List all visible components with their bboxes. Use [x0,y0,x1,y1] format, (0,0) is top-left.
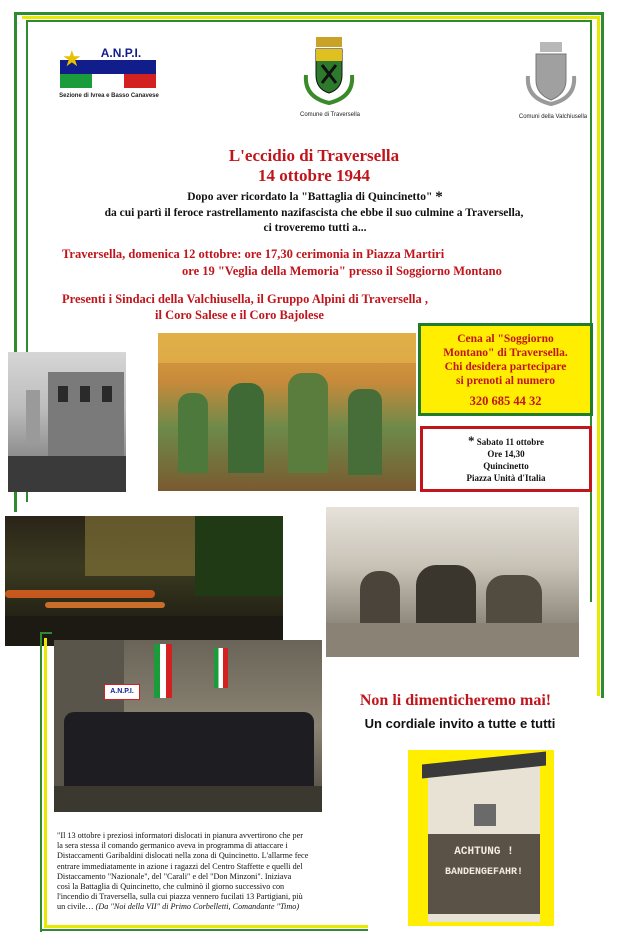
frame-inner-top [26,20,592,22]
historical-quote: "Il 13 ottobre i preziosi informatori dislocati in pianura avvertirono che per la sera stessa il comando germanico aveva in programma di attaccare i Distaccamenti Garibaldini dislocati nella zona di Quincinetto. L'allarme fece entrare immediatamente in azione i ragazzi del Centro Staffette e quelli del Distaccamento "Nazionale", del "Carali" e del "Don Minzoni". Iniziava così la Battaglia di Quincinetto, che culminò il giorno successivo con l'incendio di Traversella, sulla cui piazza vennero fucilati 13 Partigiani, più un civile… (Da "Noi della VII" di Primo Corbelletti, Comandante "Timo) [57,831,309,912]
achtung-line-2: BANDENGEFAHR! [444,867,523,878]
frame-yellow-right [597,16,600,696]
frame-yellow-top [22,16,598,19]
intro-line-3: ci troveremo tutti a... [263,222,367,234]
page-title: L'eccidio di Traversella [228,146,400,165]
phone-number: 320 685 44 32 [469,394,542,408]
quote-source: (Da "Noi della VII" di Primo Corbelletti, Comandante "Timo) [95,902,300,912]
traversella-caption: Comune di Traversella [299,112,361,118]
traversella-coat-of-arms [300,35,358,107]
painting-partisans [158,333,416,491]
valchiusella-coat-of-arms [522,40,580,108]
invitation: Un cordiale invito a tutte e tutti [364,716,556,731]
presence-line-2: il Coro Salese e il Coro Bajolese [155,308,324,322]
photo-torch-procession [5,516,283,646]
dinner-reservation-box: Cena al "Soggiorno Montano" di Traversella. Chi desidera partecipare si prenoti al numero 320 685 44 32 [418,323,593,416]
frame-outer-top [14,12,604,15]
asterisk-mark: * [435,189,443,205]
photo-soldiers-bw [326,507,579,657]
photo-ceremony [54,640,322,812]
frame-outer-right [601,12,604,698]
photo-achtung-sign [408,750,554,926]
achtung-line-1: ACHTUNG ! [454,846,514,858]
intro-line-2: da cui partì il feroce rastrellamento nazifascista che ebbe il suo culmine a Traversella, [104,207,524,219]
frame-lower-left [40,632,42,932]
presence-line-1: Presenti i Sindaci della Valchiusella, il Gruppo Alpini di Traversella , [62,292,429,306]
frame-lower-bottom [40,929,368,931]
saturday-event-box: * Sabato 11 ottobre Ore 14,30 Quincinetto Piazza Unità d'Italia [420,426,592,492]
anpi-section-caption: Sezione di Ivrea e Basso Canavese [59,93,159,99]
program-line-2: ore 19 "Veglia della Memoria" presso il Soggiorno Montano [182,264,502,278]
intro-line-1: Dopo aver ricordato la "Battaglia di Quincinetto" * [187,189,443,205]
slogan: Non li dimenticheremo mai! [359,692,552,709]
anpi-label: A.N.P.I. [86,46,156,60]
frame-inner-right [590,22,592,602]
anpi-logo [60,46,156,92]
frame-lower-left-yellow [44,638,47,928]
frame-lower-bottom-yellow [44,925,368,928]
valchiusella-caption: Comuni della Valchiusella [518,114,588,120]
page-date: 14 ottobre 1944 [257,166,371,185]
star-icon: ★ [62,46,82,71]
anpi-banner: A.N.P.I. [104,684,140,700]
program-line-1: Traversella, domenica 12 ottobre: ore 17,30 cerimonia in Piazza Martiri [62,247,445,261]
photo-old-building [8,352,126,492]
